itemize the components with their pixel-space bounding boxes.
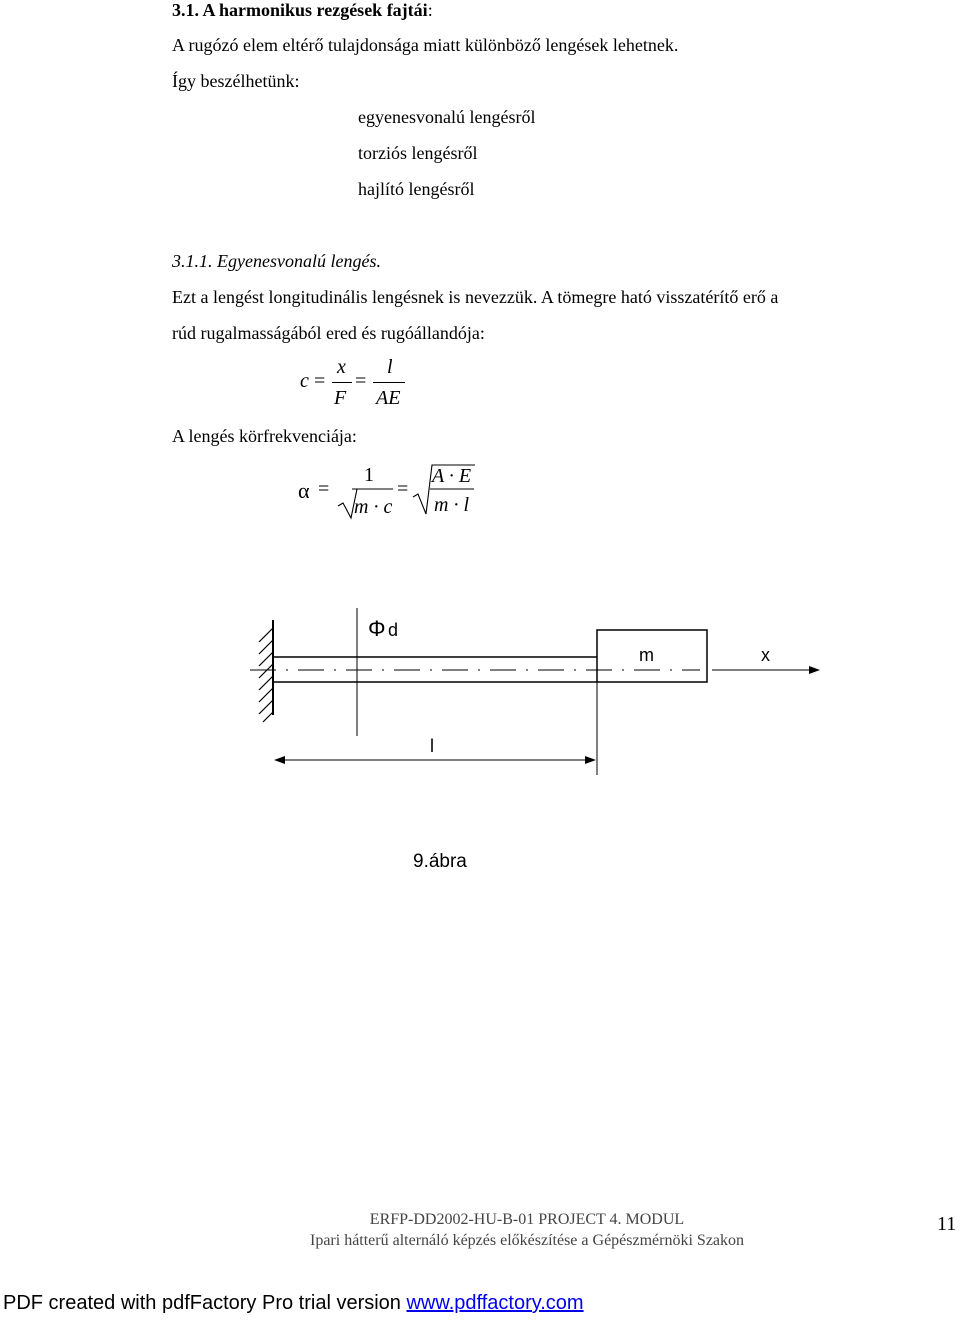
- intro-line-1: A rugózó elem eltérő tulajdonsága miatt különböző lengések lehetnek.: [172, 35, 679, 55]
- frequency-label: A lengés körfrekvenciája:: [172, 426, 357, 446]
- diameter-symbol: Φ: [368, 616, 386, 641]
- formula-alpha-num1: 1: [364, 464, 374, 486]
- displacement-label: x: [761, 645, 770, 665]
- type-item-linear: egyenesvonalú lengésről: [358, 107, 536, 127]
- diameter-label: d: [388, 620, 399, 640]
- pdffactory-link[interactable]: www.pdffactory.com: [406, 1292, 584, 1314]
- pdf-banner: [3, 1292, 584, 1315]
- length-arrowhead-left: [274, 756, 285, 764]
- wall-hatching: [259, 628, 273, 722]
- displacement-arrowhead: [809, 666, 820, 674]
- type-item-bending: hajlító lengésről: [358, 179, 475, 199]
- paragraph-line-1: Ezt a lengést longitudinális lengésnek is nevezzük. A tömegre ható visszatérítő erő a: [172, 287, 779, 307]
- subsection-title: 3.1.1. Egyenesvonalú lengés.: [172, 251, 381, 271]
- formula-alpha-num2: A · E: [432, 465, 472, 487]
- paragraph-line-2: rúd rugalmasságából ered és rugóállandója:: [172, 323, 485, 343]
- pdf-banner-text: PDF created with pdfFactory Pro trial version: [3, 1292, 407, 1314]
- formula-c-eq2: =: [355, 370, 367, 392]
- formula-c-eq1: =: [314, 370, 326, 392]
- length-arrowhead-right: [585, 756, 596, 764]
- heading-colon: :: [427, 0, 433, 20]
- formula-alpha-radicals: [0, 0, 960, 600]
- formula-alpha-den2: m · l: [434, 494, 469, 516]
- formula-alpha-den1: m · c: [354, 496, 393, 518]
- formula-alpha-eq2: =: [397, 478, 409, 500]
- type-item-torsional: torziós lengésről: [358, 143, 478, 163]
- formula-c-num2: l: [387, 356, 393, 378]
- formula-c-den2: AE: [376, 387, 401, 409]
- formula-alpha-eq1: =: [318, 478, 330, 500]
- length-label: l: [430, 736, 434, 756]
- page-number: 11: [937, 1213, 957, 1235]
- formula-c-lhs: c: [300, 370, 309, 392]
- formula-c-den1: F: [334, 387, 347, 409]
- mass-label: m: [639, 645, 654, 665]
- formula-alpha-lhs: α: [298, 478, 310, 503]
- footer-line-1: ERFP-DD2002-HU-B-01 PROJECT 4. MODUL: [369, 1211, 685, 1228]
- figure-caption: 9.ábra: [413, 851, 467, 872]
- footer-line-2: Ipari hátterű alternáló képzés előkészítése a Gépészmérnöki Szakon: [309, 1232, 745, 1249]
- formula-c-num1: x: [337, 356, 346, 378]
- figure-rod-mass: [0, 590, 960, 890]
- section-number: 3.1.: [172, 0, 199, 20]
- intro-line-2: Így beszélhetünk:: [172, 71, 300, 91]
- section-title: A harmonikus rezgések fajtái: [202, 0, 428, 20]
